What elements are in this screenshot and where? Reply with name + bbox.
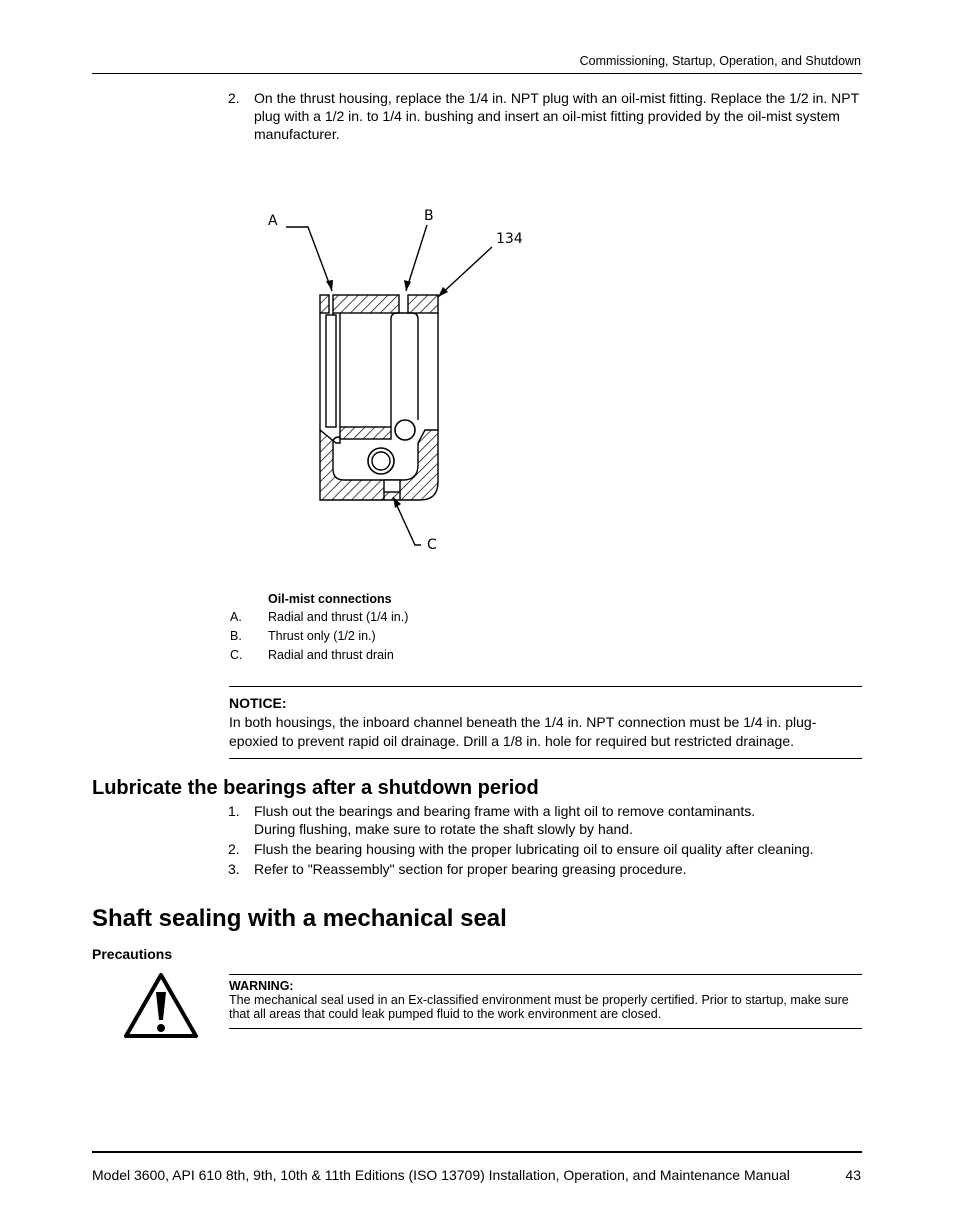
notice-box (229, 694, 862, 751)
running-header: Commissioning, Startup, Operation, and Shutdown (579, 54, 861, 68)
notice-label: NOTICE: (229, 695, 287, 711)
caption-text: Radial and thrust drain (268, 648, 394, 662)
callout-b: B (424, 208, 434, 224)
step-text: Flush out the bearings and bearing frame with a light oil to remove contaminants. (254, 803, 756, 819)
step-number: 2. (228, 90, 240, 106)
warning-box (229, 979, 862, 1021)
port-circle (395, 420, 415, 440)
bearing-housing-drawing (260, 195, 530, 560)
caption-item (230, 648, 630, 668)
step-text: Flush the bearing housing with the proper lubricating oil to ensure oil quality after cleaning. (254, 841, 814, 857)
leader-a (286, 227, 332, 291)
step-item (228, 89, 862, 143)
warning-text: The mechanical seal used in an Ex-classified environment must be properly certified. Prior to startup, make sure that all areas that could leak pumped fluid to the work environment are closed. (229, 993, 849, 1021)
section-heading: Shaft sealing with a mechanical seal (92, 905, 507, 932)
port-circle-inner (372, 452, 390, 470)
lower-rib (340, 427, 391, 439)
caption-letter: A. (230, 610, 242, 624)
warning-top-rule (229, 974, 862, 975)
footer-manual-title: Model 3600, API 610 8th, 9th, 10th & 11th Editions (ISO 13709) Installation, Operation, and Maintenance Manual (92, 1167, 790, 1183)
leader-b (406, 225, 427, 291)
drain-port (384, 480, 400, 492)
subsection-heading: Precautions (92, 946, 173, 962)
caption-text: Radial and thrust (1/4 in.) (268, 610, 409, 624)
caption-letter: C. (230, 648, 243, 662)
step-number: 1. (228, 803, 240, 819)
step-text: On the thrust housing, replace the 1/4 in. NPT plug with an oil-mist fitting. Replace the 1/2 in. NPT plug with a 1/2 in. to 1/4 in. bushing and insert an oil-mist fitting provided by the oil-mist system manufacturer. (254, 90, 859, 142)
arrowhead (404, 280, 411, 291)
footer-rule (92, 1151, 862, 1153)
step-number: 2. (228, 841, 240, 857)
warning-label: WARNING: (229, 979, 294, 993)
bore-outline (391, 313, 418, 427)
page-number: 43 (845, 1167, 861, 1183)
top-wall-middle (333, 295, 399, 313)
top-wall-right (408, 295, 438, 313)
figure-caption-title: Oil-mist connections (268, 592, 392, 606)
step-number: 3. (228, 861, 240, 877)
arrowhead (326, 280, 333, 291)
caption-item (230, 629, 630, 649)
callout-c: C (427, 537, 437, 553)
callout-134: 134 (496, 231, 523, 247)
step-text: Refer to "Reassembly" section for proper bearing greasing procedure. (254, 861, 687, 877)
caption-letter: B. (230, 629, 242, 643)
top-wall-left (320, 295, 329, 313)
leader-134 (438, 247, 492, 297)
caption-text: Thrust only (1/2 in.) (268, 629, 376, 643)
notice-text: In both housings, the inboard channel beneath the 1/4 in. NPT connection must be 1/4 in. plug-epoxied to prevent rapid oil drainage. Drill a 1/8 in. hole for required but restricted drainage. (229, 714, 817, 749)
step-item (228, 860, 862, 878)
header-rule (92, 73, 862, 74)
warning-bottom-rule (229, 1028, 862, 1029)
caption-item (230, 610, 630, 630)
notice-top-rule (229, 686, 862, 687)
step-item (228, 840, 862, 858)
channel-outline (326, 315, 336, 427)
warning-triangle-icon (123, 972, 199, 1040)
callout-a: A (268, 213, 278, 229)
step-item (228, 802, 862, 838)
section-heading: Lubricate the bearings after a shutdown period (92, 777, 539, 799)
step-subtext: During flushing, make sure to rotate the shaft slowly by hand. (254, 821, 633, 837)
notice-bottom-rule (229, 758, 862, 759)
